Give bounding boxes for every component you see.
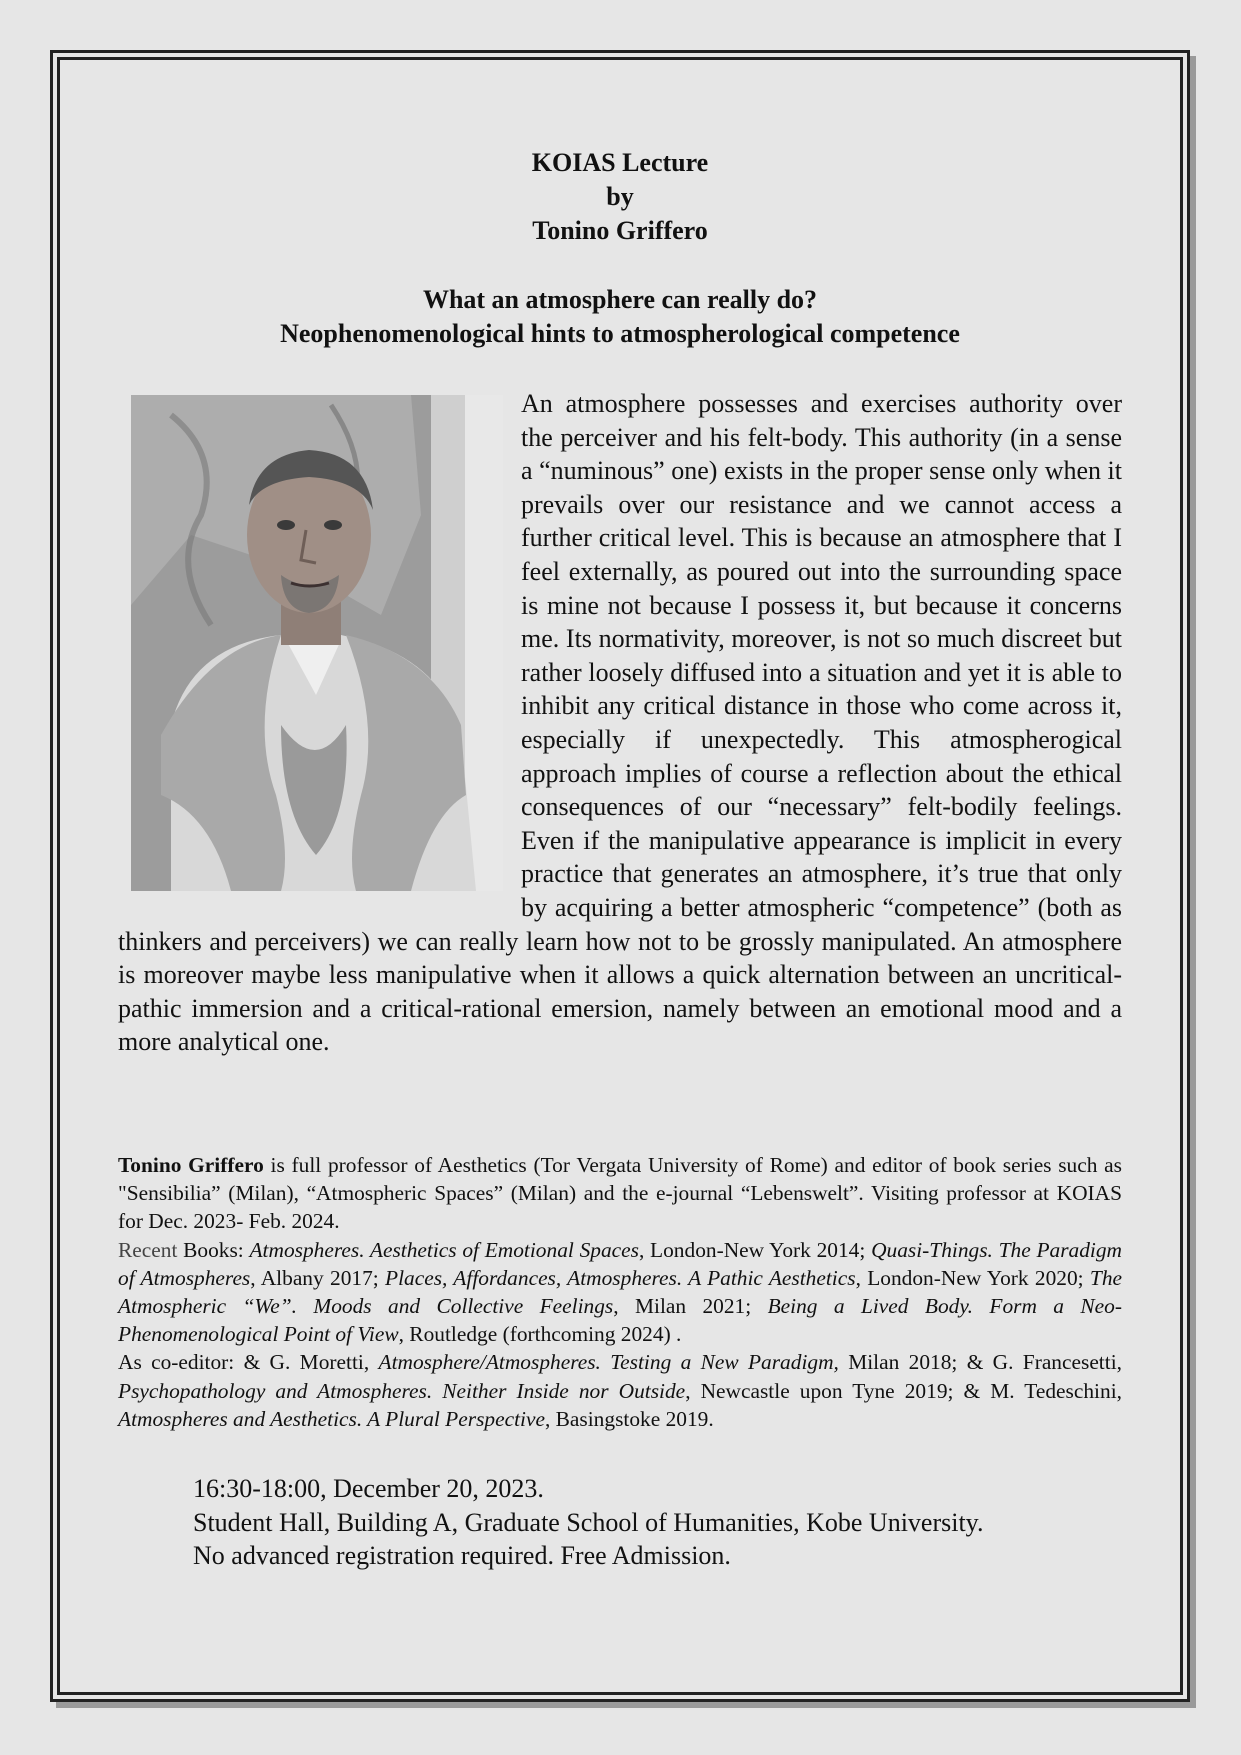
book-info-4: , Milan 2021;: [613, 1294, 768, 1319]
edited-info-1: Milan 2018; & G. Francesetti,: [838, 1350, 1122, 1375]
edited-info-3: , Basingstoke 2019.: [544, 1406, 714, 1431]
header-line-1: KOIAS Lecture: [531, 148, 709, 177]
bio-text: is full professor of Aesthetics (Tor Vergata University of Rome) and editor of book series such as "Sensibilia” (Milan), “Atmospheric Spaces” (Milan) and the e-journal “Lebenswelt”. Visiting professor at KOIAS for Dec. 2023- Feb. 2024.: [118, 1153, 1122, 1234]
bio-name: Tonino Griffero: [118, 1153, 264, 1177]
book-info-5: , Routledge (forthcoming 2024) .: [398, 1322, 682, 1347]
abstract-text: An atmosphere possesses and exercises authority over the perceiver and his felt-body. This authority (in a sense a “numinous” one) exists in the proper sense only when it prevails over our resistance and we cannot access a further critical level. This is because an atmosphere that I feel externally, as poured out into the surrounding space is mine not because I possess it, but because it concerns me. Its normativity, moreover, is not so much discreet but rather loosely diffused into a situation and yet it is able to inhibit any critical distance in those who come across it, especially if unexpectedly. This atmospherogical approach implies of course a reflection about the ethical consequences of our “necessary” felt-bodily feelings. Even if the manipulative appearance is implicit in every practice that generates an atmosphere, it’s true that only by acquiring a better atmospheric “competence” (both as thinkers and perceivers) we can really learn how not to be grossly manipulated. An atmosphere is moreover maybe less manipulative when it allows a quick alternation between an uncritical-pathic immersion and a critical-rational emersion, namely between an emotional mood and a more analytical one.: [118, 389, 1122, 1057]
speaker-photo: [131, 395, 503, 891]
coeditor-paragraph: [118, 1348, 1122, 1433]
books-prefix: Recent: [118, 1237, 178, 1262]
speaker-photo-illustration: [131, 395, 503, 891]
book-title-4: The Atmospheric “We”. Moods and Collective Feelings: [118, 1265, 1123, 1319]
book-info-2: , Albany 2017;: [250, 1265, 386, 1290]
books-paragraph: [118, 1236, 1122, 1349]
edited-title-1: Atmosphere/Atmospheres. Testing a New Paradigm,: [378, 1350, 839, 1375]
speaker-bio: [118, 1151, 1122, 1433]
abstract-section: [118, 387, 1122, 1059]
book-title-5: Being a Lived Body. Form a Neo-Phenomenological Point of View: [118, 1294, 1122, 1347]
event-details: [193, 1472, 1143, 1573]
book-title-2: Quasi-Things. The Paradigm of Atmospheres: [118, 1237, 1123, 1290]
header-line-3: Tonino Griffero: [532, 216, 708, 245]
event-venue: Student Hall, Building A, Graduate School of Humanities, Kobe University.: [193, 1507, 984, 1537]
book-title-3: Places, Affordances, Atmospheres. A Pathic Aesthetics: [385, 1265, 856, 1290]
event-time: 16:30-18:00, December 20, 2023.: [193, 1474, 544, 1503]
books-label: Books:: [177, 1237, 250, 1262]
bio-paragraph: [118, 1151, 1122, 1236]
lecture-header: [118, 146, 1122, 248]
edited-title-3: Atmospheres and Aesthetics. A Plural Perspective: [118, 1406, 545, 1431]
coeditor-label: As co-editor: & G. Moretti,: [118, 1350, 379, 1375]
book-info-1: , London-New York 2014;: [638, 1237, 872, 1262]
title-line-2: Neophenomenological hints to atmospherological competence: [280, 319, 960, 348]
edited-info-2: , Newcastle upon Tyne 2019; & M. Tedeschini,: [685, 1378, 1122, 1403]
lecture-title: [118, 283, 1122, 351]
event-admission: No advanced registration required. Free Admission.: [193, 1541, 731, 1570]
title-line-1: What an atmosphere can really do?: [422, 285, 818, 314]
book-info-3: , London-New York 2020;: [855, 1265, 1090, 1290]
book-title-1: Atmospheres. Aesthetics of Emotional Spaces: [249, 1237, 639, 1262]
edited-title-2: Psychopathology and Atmospheres. Neither Inside nor Outside: [118, 1378, 686, 1403]
header-line-2: by: [606, 182, 634, 211]
